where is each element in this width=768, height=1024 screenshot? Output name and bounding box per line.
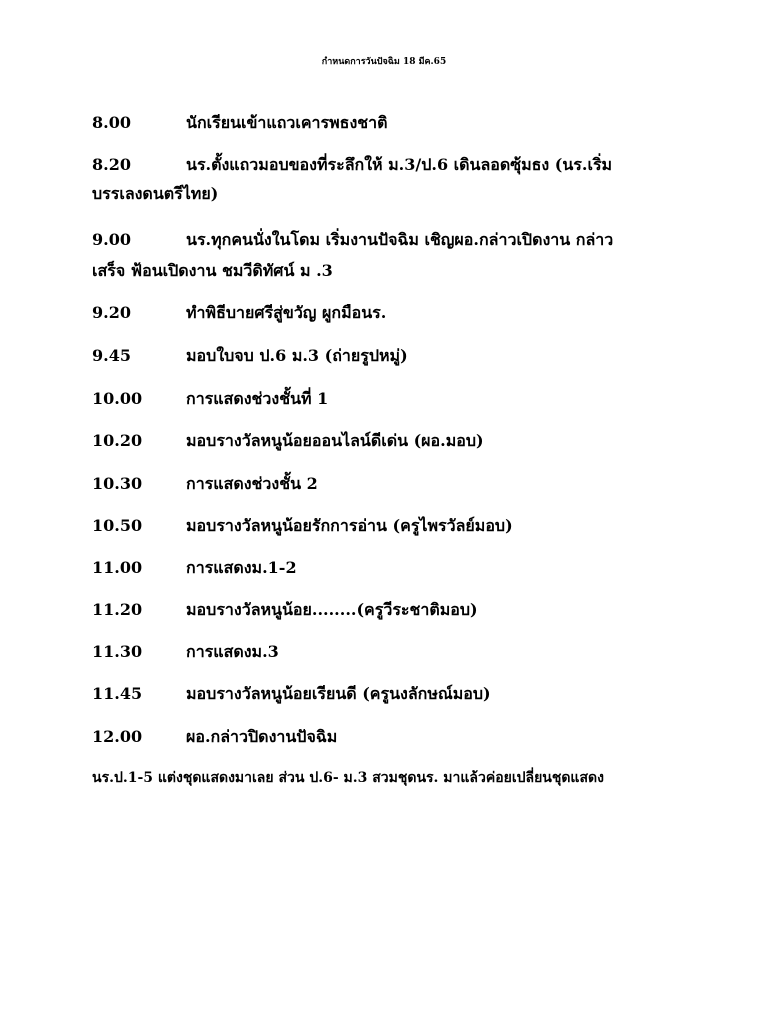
document-title: กำหนดการวันปัจฉิม 18 มีค.65 bbox=[321, 57, 447, 67]
schedule-item bbox=[92, 642, 279, 662]
schedule-item bbox=[92, 113, 387, 133]
schedule-text: การแสดงช่วงชั้นที่ 1 bbox=[186, 389, 329, 408]
schedule-time: 8.00 bbox=[92, 113, 131, 132]
schedule-time: 10.30 bbox=[92, 474, 143, 493]
schedule-text: ผอ.กล่าวปิดงานปัจฉิม bbox=[186, 727, 338, 746]
schedule-time: 11.45 bbox=[92, 684, 143, 703]
schedule-time: 11.30 bbox=[92, 642, 143, 661]
schedule-text: การแสดงช่วงชั้น 2 bbox=[186, 474, 318, 493]
schedule-text: มอบรางวัลหนูน้อยออนไลน์ดีเด่น (ผอ.มอบ) bbox=[186, 431, 484, 450]
schedule-text-continuation: บรรเลงดนตรีไทย) bbox=[92, 184, 219, 203]
schedule-time: 12.00 bbox=[92, 727, 143, 746]
schedule-text: นักเรียนเข้าแถวเคารพธงชาติ bbox=[186, 113, 388, 132]
schedule-time: 9.00 bbox=[92, 230, 131, 249]
schedule-item bbox=[92, 474, 318, 494]
schedule-text: มอบรางวัลหนูน้อยเรียนดี (ครูนงลักษณ์มอบ) bbox=[186, 684, 491, 703]
schedule-item bbox=[92, 303, 386, 323]
schedule-time: 9.20 bbox=[92, 303, 131, 322]
schedule-time: 11.20 bbox=[92, 600, 143, 619]
schedule-text: ทำพิธีบายศรีสู่ขวัญ ผูกมือนร. bbox=[186, 303, 387, 322]
schedule-item bbox=[92, 230, 613, 250]
schedule-time: 10.20 bbox=[92, 431, 143, 450]
schedule-text: มอบใบจบ ป.6 ม.3 (ถ่ายรูปหมู่) bbox=[186, 346, 408, 365]
schedule-text: นร.ตั้งแถวมอบของที่ระลึกให้ ม.3/ป.6 เดินลอดซุ้มธง (นร.เริ่ม bbox=[186, 155, 613, 174]
schedule-item bbox=[92, 558, 297, 578]
schedule-time: 11.00 bbox=[92, 558, 143, 577]
schedule-item bbox=[92, 516, 513, 536]
schedule-time: 10.00 bbox=[92, 389, 143, 408]
schedule-item bbox=[92, 431, 484, 451]
schedule-item bbox=[92, 155, 612, 175]
schedule-text: มอบรางวัลหนูน้อย........(ครูวีระชาติมอบ) bbox=[186, 600, 478, 619]
schedule-item bbox=[92, 727, 337, 747]
schedule-time: 9.45 bbox=[92, 346, 131, 365]
schedule-text-continuation: เสร็จ ฟ้อนเปิดงาน ชมวีดิทัศน์ ม .3 bbox=[92, 261, 333, 280]
schedule-item bbox=[92, 600, 478, 620]
schedule-item bbox=[92, 389, 328, 409]
schedule-time: 10.50 bbox=[92, 516, 143, 535]
footer-note: นร.ป.1-5 แต่งชุดแสดงมาเลย ส่วน ป.6- ม.3 สวมชุดนร. มาแล้วค่อยเปลี่ยนชุดแสดง bbox=[92, 770, 604, 786]
schedule-item bbox=[92, 684, 491, 704]
schedule-text: มอบรางวัลหนูน้อยรักการอ่าน (ครูไพรวัลย์มอบ) bbox=[186, 516, 513, 535]
schedule-item bbox=[92, 346, 408, 366]
schedule-text: การแสดงม.1-2 bbox=[186, 558, 297, 577]
schedule-time: 8.20 bbox=[92, 155, 131, 174]
schedule-text: การแสดงม.3 bbox=[186, 642, 279, 661]
schedule-text: นร.ทุกคนนั่งในโดม เริ่มงานปัจฉิม เชิญผอ.กล่าวเปิดงาน กล่าว bbox=[186, 230, 614, 249]
